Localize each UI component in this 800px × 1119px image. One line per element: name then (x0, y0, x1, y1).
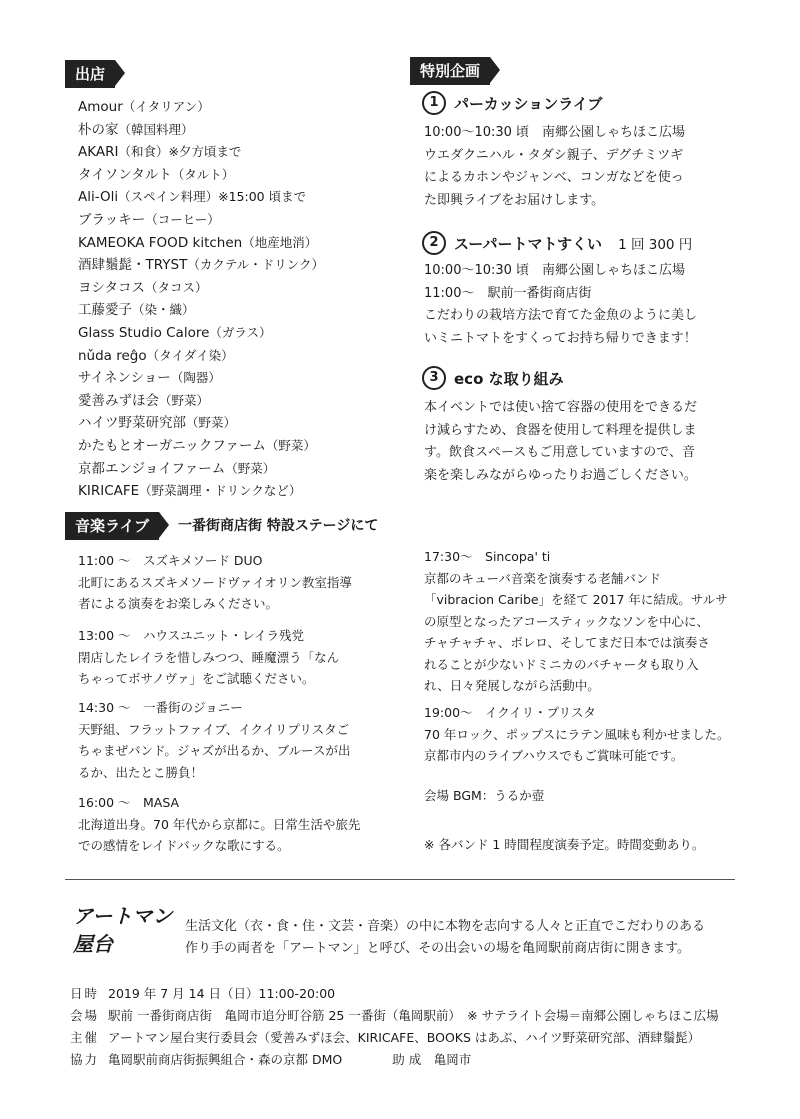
info-row: 会場 駅前 一番街商店街 亀岡市追分町谷筋 25 一番街（亀岡駅前） ※ サテライト会場＝南郷公園しゃちほこ広場 (70, 1008, 719, 1023)
number-badge: 3 (422, 366, 446, 390)
list-item: Glass Studio Calore（ガラス） (78, 324, 272, 341)
event-description: 生活文化（衣・食・住・文芸・音楽）の中に本物を志向する人々と正直でこだわりのある 作り手の両者を「アートマン」と呼び、その出会いの場を亀岡駅前商店街に開きます。 (185, 919, 706, 956)
list-item: ブラッキー（コーヒー） (78, 211, 220, 228)
list-item: KAMEOKA FOOD kitchen（地産地消） (78, 234, 318, 251)
schedule-note: ※ 各バンド 1 時間程度演奏予定。時間変動あり。 (424, 837, 705, 852)
band-entry: 13:00 ～ ハウスユニット・レイラ残党 閉店したレイラを惜しみつつ、睡魔漂う「なん ちゃってボサノヴァ」をご試聴ください。 (78, 628, 340, 686)
list-item: ハイツ野菜研究部（野菜） (78, 415, 237, 432)
band-entry: 14:30 ～ 一番街のジョニー 天野組、フラットファイブ、イクイリプリスタご ちゃまぜバンド。ジャズが出るか、ブルースが出 るか、出たとこ勝負！ (78, 700, 351, 780)
list-item: 京都エンジョイファーム（野菜） (78, 460, 276, 477)
list-item: Ali-Oli（スペイン料理）※15:00 頃まで (78, 189, 307, 206)
list-item: タイソンタルト（タルト） (78, 166, 235, 183)
list-item: nǔda reĝo（タイダイ染） (78, 347, 234, 364)
bgm-text: 会場 BGM：うるか壺 (424, 788, 545, 803)
list-item: KIRICAFE（野菜調理・ドリンクなど） (78, 483, 302, 500)
shop-list (78, 96, 324, 503)
list-item: 愛善みずほ会（野菜） (78, 392, 210, 409)
special-heading: 特別企画 (410, 57, 490, 85)
info-row: 主催 アートマン屋台実行委員会（愛善みずほ会、KIRICAFE、BOOKS はあぶ、ハイツ野菜研究部、酒肆鬚髭） (70, 1030, 701, 1045)
special-item-title: 1 パーカッションライブ (422, 91, 618, 115)
music-subheading: 一番街商店街 特設ステージにて (178, 518, 379, 534)
list-item: 朴の家（韓国料理） (78, 121, 194, 138)
special-item-body: 10:00～10:30 頃 南郷公園しゃちほこ広場 ウエダクニハル・タダシ親子、デグチミツギ によるカホンやジャンベ、コンガなどを使っ た即興ライブをお届けします。 (424, 125, 686, 208)
special-item-body: 本イベントでは使い捨て容器の使用をできるだ け減らすため、食器を使用して料理を提供しま す。飲食スペースもご用意していますので、音 楽を楽しみながらゆったりお過ごしください。 (424, 400, 698, 483)
special-item-title: 2 スーパートマトすくい 1 回 300 円 (422, 231, 692, 255)
special-item-body: 10:00～10:30 頃 南郷公園しゃちほこ広場 11:00～ 駅前一番街商店街 こだわりの栽培方法で育てた金魚のように美し いミニトマトをすくってお持ち帰りできます！ (424, 263, 698, 346)
music-heading: 音楽ライブ (65, 512, 159, 540)
divider (65, 879, 735, 880)
event-logo: アートマン 屋台 (73, 904, 173, 956)
list-item: 工藤愛子（染・織） (78, 302, 195, 319)
list-item: サイネンショー（陶器） (78, 370, 221, 387)
event-info (70, 983, 719, 1071)
band-entry: 16:00 ～ MASA 北海道出身。70 年代から京都に。日常生活や旅先 での感情をレイドバックな歌にする。 (78, 795, 361, 853)
band-entry: 19:00～ イクイリ・プリスタ 70 年ロック、ポップスにラテン風味も利かせました。 京都市内のライブハウスでもご賞味可能です。 (424, 705, 730, 763)
number-badge: 2 (422, 231, 446, 255)
info-row: 協力 亀岡駅前商店街振興組合・森の京都 DMO 助 成 亀岡市 (70, 1052, 472, 1067)
list-item: ヨシタコス（タコス） (78, 279, 208, 296)
list-item: かたもとオーガニックファーム（野菜） (78, 437, 316, 454)
list-item: Amour（イタリアン） (78, 99, 210, 115)
band-entry: 17:30～ Sincopa' ti 京都のキューバ音楽を演奏する老舗バンド 「vibracion Caribe」を経て 2017 年に結成。サルサ の原型となったアコースティックなソンを中心に、 チャチャチャ、ボレロ、そしてまだ日本では演奏さ れることが少ないドミニカのバチャータも取り入 れ、日々発展しながら活動中。 (424, 549, 728, 693)
shops-heading: 出店 (65, 60, 115, 88)
band-entry: 11:00 ～ スズキメソード DUO 北町にあるスズキメソードヴァイオリン教室指導 者による演奏をお楽しみください。 (78, 553, 352, 611)
info-row: 日時 2019 年 7 月 14 日（日）11:00-20:00 (70, 986, 336, 1001)
list-item: 酒肆鬚髭・TRYST（カクテル・ドリンク） (78, 257, 324, 274)
list-item: AKARI（和食）※夕方頃まで (78, 144, 242, 161)
special-item-title: 3 eco な取り組み (422, 366, 580, 390)
number-badge: 1 (422, 91, 446, 115)
